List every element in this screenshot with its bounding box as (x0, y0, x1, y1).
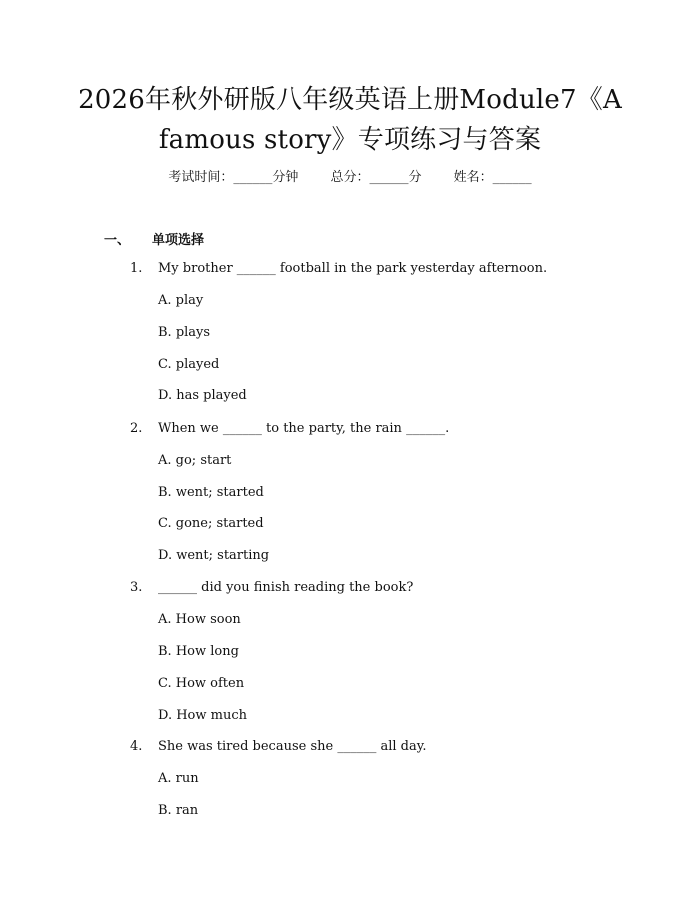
question-text: My brother ______ football in the park yesterday afternoon. (158, 261, 548, 276)
question-text: When we ______ to the party, the rain ______. (158, 421, 450, 436)
option-2b: B. went; started (158, 485, 264, 500)
question-number: 4. (130, 739, 143, 754)
option-1b: B. plays (158, 325, 211, 340)
title-line-2: famous story》专项练习与答案 (158, 125, 542, 155)
section-heading (104, 229, 204, 248)
exam-meta (0, 168, 700, 188)
option-3d: D. How much (158, 708, 248, 723)
page-title (70, 80, 630, 160)
exam-name: 姓名：______ (453, 170, 532, 185)
option-2c: C. gone; started (158, 516, 264, 531)
exam-score: 总分：______分 (330, 170, 422, 185)
question-4 (130, 738, 426, 756)
question-text: ______ did you finish reading the book? (158, 580, 414, 595)
option-4a: A. run (158, 771, 199, 786)
option-2d: D. went; starting (158, 548, 270, 563)
question-number: 1. (130, 261, 143, 276)
question-number: 2. (130, 421, 143, 436)
title-line-1: 2026年秋外研版八年级英语上册Module7《A (78, 85, 622, 115)
option-3a: A. How soon (158, 612, 241, 627)
question-text: She was tired because she ______ all day. (158, 739, 427, 754)
exam-time: 考试时间：______分钟 (168, 170, 299, 185)
option-2a: A. go; start (158, 453, 232, 468)
option-1c: C. played (158, 357, 220, 372)
section-title: 单项选择 (152, 233, 205, 248)
option-1a: A. play (158, 293, 204, 308)
question-2 (130, 420, 449, 438)
option-1d: D. has played (158, 388, 247, 403)
option-3c: C. How often (158, 676, 245, 691)
question-1 (130, 260, 547, 278)
question-number: 3. (130, 580, 143, 595)
question-3 (130, 579, 413, 597)
option-3b: B. How long (158, 644, 239, 659)
option-4b: B. ran (158, 803, 199, 818)
section-number: 一、 (104, 233, 131, 248)
